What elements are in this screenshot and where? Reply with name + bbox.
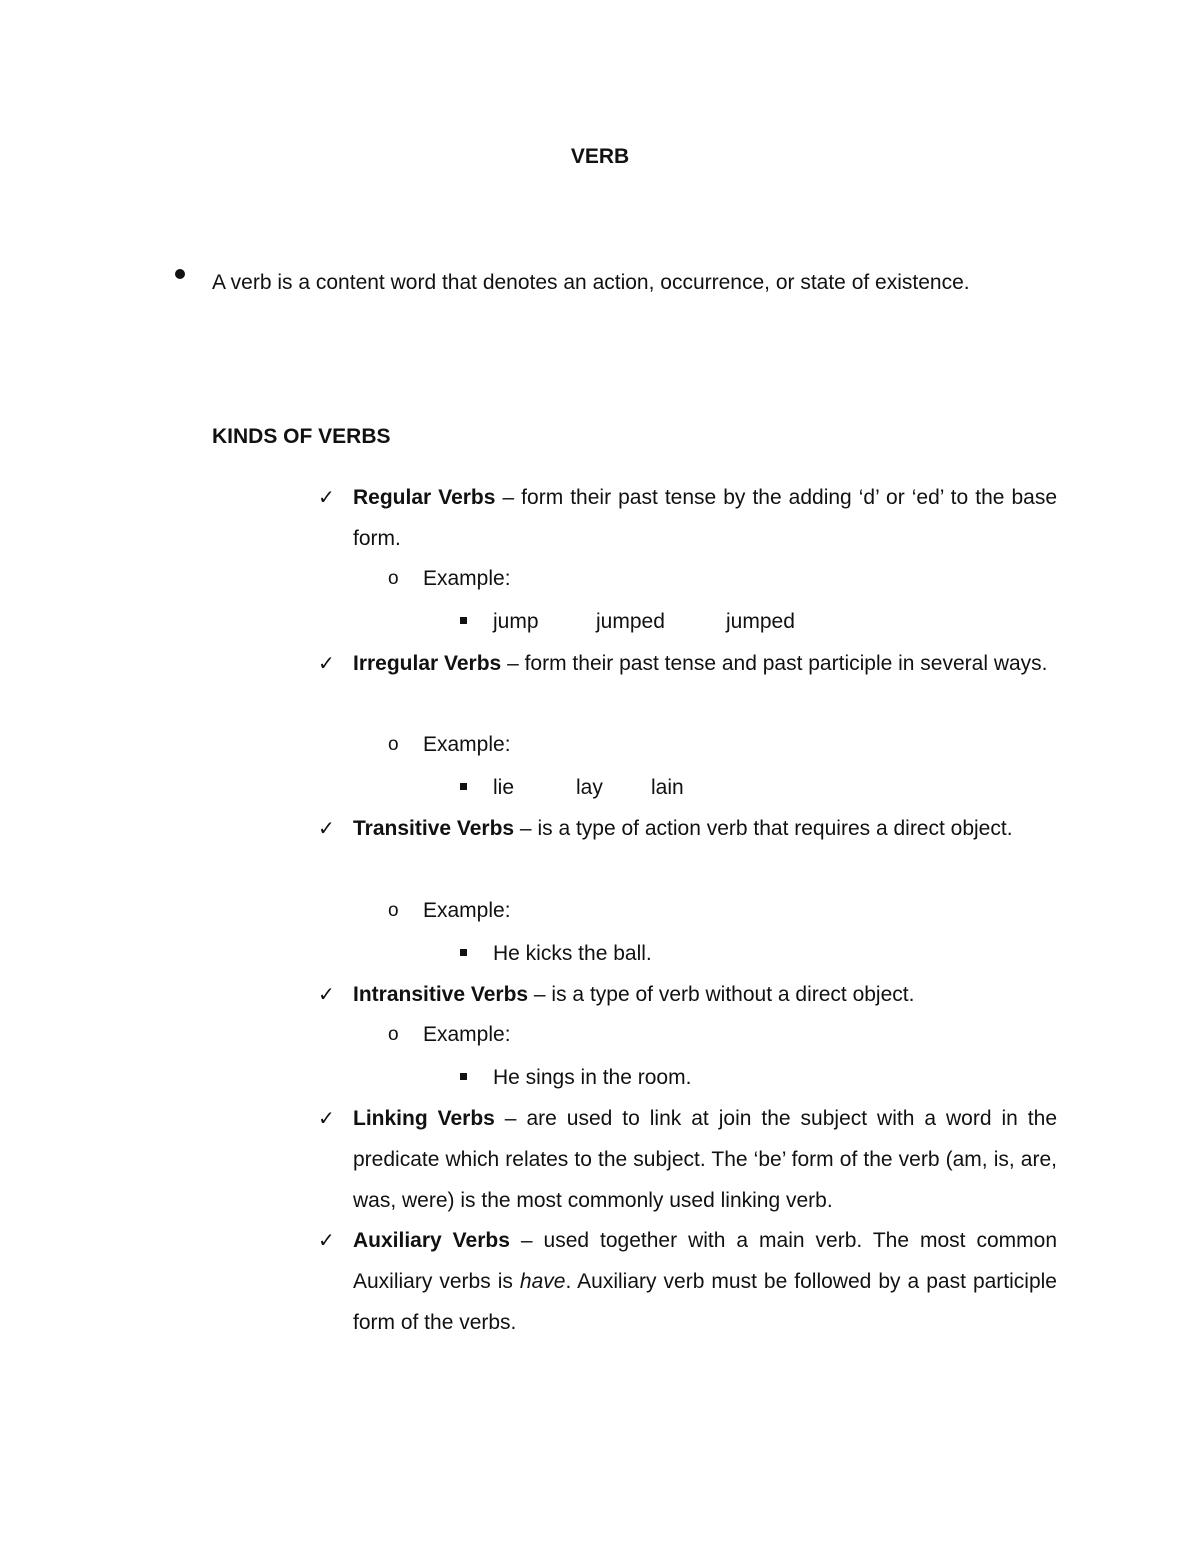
hollow-o-icon: o (388, 900, 399, 921)
hollow-o-icon: o (388, 568, 399, 589)
kind-name: Regular Verbs (353, 486, 496, 509)
bullet-icon (175, 269, 185, 279)
example-label: Example: (423, 567, 511, 590)
hollow-o-icon: o (388, 734, 399, 755)
kind-irregular (353, 643, 1057, 684)
kind-regular (353, 477, 1057, 559)
kind-transitive (353, 808, 1057, 849)
square-bullet-icon (460, 949, 467, 956)
checkmark-icon: ✓ (318, 653, 335, 675)
example-word: lain (651, 776, 684, 799)
kind-name: Irregular Verbs (353, 652, 502, 675)
checkmark-icon: ✓ (318, 1230, 335, 1252)
kind-intransitive (353, 974, 1057, 1015)
example-word: lay (576, 776, 603, 799)
example-label: Example: (423, 733, 511, 756)
kind-desc-italic: have (519, 1270, 566, 1293)
square-bullet-icon (460, 783, 467, 790)
section-heading: KINDS OF VERBS (212, 425, 391, 448)
example-word: jump (493, 610, 539, 633)
checkmark-icon: ✓ (318, 487, 335, 509)
checkmark-icon: ✓ (318, 818, 335, 840)
example-label: Example: (423, 899, 511, 922)
example-word: jumped (596, 610, 665, 633)
kind-desc: – are used to link at join the subject with a word in the predicate which relates to the subject. The ‘be’ form of the verb (am, is, are, was, were) is the most commonly used linking verb. (353, 1107, 1057, 1212)
intro-text: A verb is a content word that denotes an action, occurrence, or state of existence. (212, 271, 970, 294)
kind-desc: – used together with a main verb. The most common Auxiliary verbs is (353, 1229, 1057, 1293)
example-label: Example: (423, 1023, 511, 1046)
kind-desc: – form their past tense and past participle in several ways. (501, 652, 1048, 675)
kind-name: Auxiliary Verbs (353, 1229, 510, 1252)
example-word: jumped (726, 610, 795, 633)
square-bullet-icon (460, 617, 467, 624)
kind-desc: – is a type of action verb that requires a direct object. (514, 817, 1013, 840)
kind-desc: . Auxiliary verb must be followed by a past participle form of the verbs. (353, 1270, 1057, 1334)
kind-desc: – is a type of verb without a direct object. (528, 983, 915, 1006)
square-bullet-icon (460, 1073, 467, 1080)
kind-name: Linking Verbs (353, 1107, 495, 1130)
kind-name: Intransitive Verbs (353, 983, 529, 1006)
checkmark-icon: ✓ (318, 1108, 335, 1130)
example-word: lie (493, 776, 515, 799)
example-sentence: He kicks the ball. (493, 942, 652, 965)
kind-desc: – form their past tense by the adding ‘d’ or ‘ed’ to the base form. (353, 486, 1057, 550)
kind-name: Transitive Verbs (353, 817, 515, 840)
checkmark-icon: ✓ (318, 984, 335, 1006)
page-title: VERB (570, 145, 630, 168)
kind-linking (353, 1098, 1057, 1221)
example-sentence: He sings in the room. (493, 1066, 692, 1089)
kind-auxiliary (353, 1220, 1057, 1343)
hollow-o-icon: o (388, 1024, 399, 1045)
